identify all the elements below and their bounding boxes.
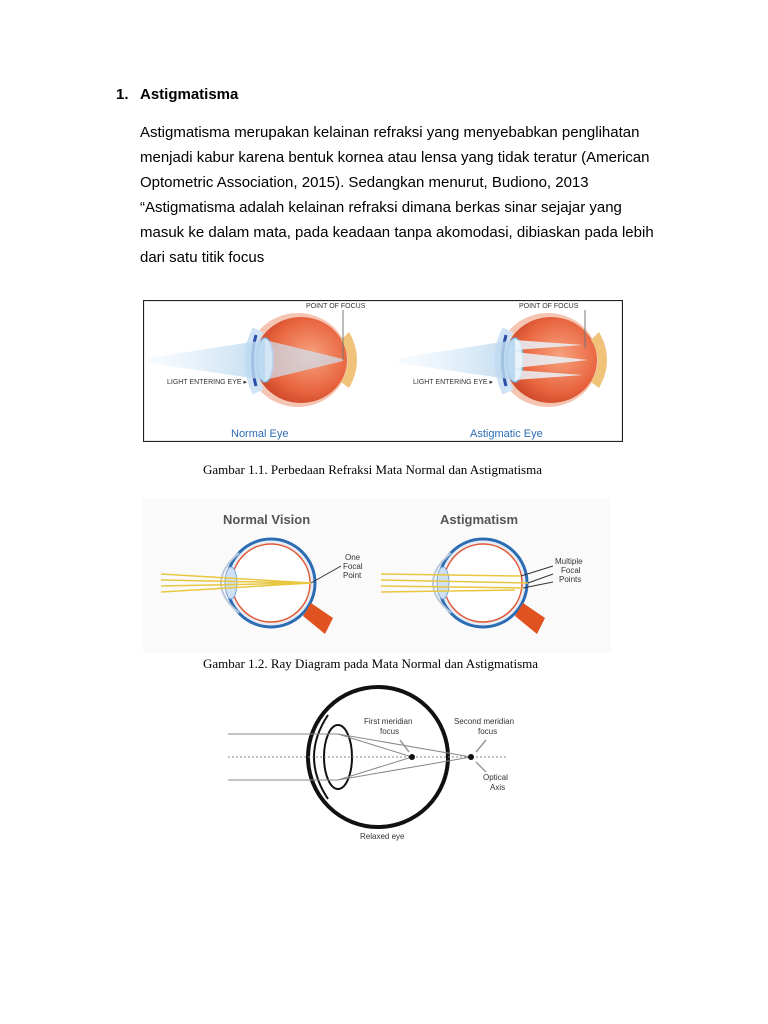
one-focal-point-label-line2: Focal: [343, 562, 363, 571]
left-light-entering-label: LIGHT ENTERING EYE ▸: [167, 379, 248, 386]
multiple-focal-points-label-line3: Points: [559, 575, 582, 584]
second-meridian-label-line2: focus: [478, 727, 498, 736]
left-point-of-focus-label: POINT OF FOCUS: [306, 303, 366, 310]
multiple-focal-points-label-line2: Focal: [561, 566, 581, 575]
optical-axis-label-line1: Optical: [483, 773, 508, 782]
astigmatism-title: Astigmatism: [440, 512, 519, 527]
first-meridian-label-line1: First meridian: [364, 717, 413, 726]
figure-ray-diagram: [143, 498, 611, 653]
right-light-entering-label: LIGHT ENTERING EYE ▸: [413, 379, 494, 386]
astigmatic-eye-title: Astigmatic Eye: [470, 428, 543, 440]
paragraph-line: Astigmatisma merupakan kelainan refraksi yang menyebabkan penglihatan: [140, 124, 640, 141]
figure-refraction-comparison: [143, 300, 623, 442]
section-number: 1.: [116, 86, 129, 103]
figure-relaxed-eye: [228, 682, 528, 844]
optical-axis-label-line2: Axis: [490, 783, 506, 792]
figure1-caption: Gambar 1.1. Perbedaan Refraksi Mata Normal dan Astigmatisma: [203, 462, 542, 477]
normal-vision-title: Normal Vision: [223, 512, 311, 527]
one-focal-point-label-line3: Point: [343, 571, 362, 580]
second-meridian-label-line1: Second meridian: [454, 717, 515, 726]
multiple-focal-points-label-line1: Multiple: [555, 557, 583, 566]
first-meridian-label-line2: focus: [380, 727, 400, 736]
normal-eye-title: Normal Eye: [231, 428, 289, 440]
body-paragraph: [140, 120, 680, 270]
section-heading: [116, 86, 238, 103]
paragraph-line: Optometric Association, 2015). Sedangkan menurut, Budiono, 2013: [140, 174, 589, 191]
relaxed-eye-label: Relaxed eye: [360, 832, 405, 841]
paragraph-line: masuk ke dalam mata, pada keadaan tanpa akomodasi, dibiaskan pada lebih: [140, 224, 654, 241]
section-title: Astigmatisma: [140, 86, 239, 103]
figure2-caption: Gambar 1.2. Ray Diagram pada Mata Normal dan Astigmatisma: [203, 656, 539, 671]
right-point-of-focus-label: POINT OF FOCUS: [519, 303, 579, 310]
paragraph-line: “Astigmatisma adalah kelainan refraksi dimana berkas sinar sejajar yang: [140, 199, 622, 216]
paragraph-line: menjadi kabur karena bentuk kornea atau lensa yang tidak teratur (American: [140, 149, 650, 166]
one-focal-point-label-line1: One: [345, 553, 361, 562]
paragraph-line: dari satu titik focus: [140, 249, 265, 266]
relaxed-eye-diagram: [228, 687, 506, 827]
